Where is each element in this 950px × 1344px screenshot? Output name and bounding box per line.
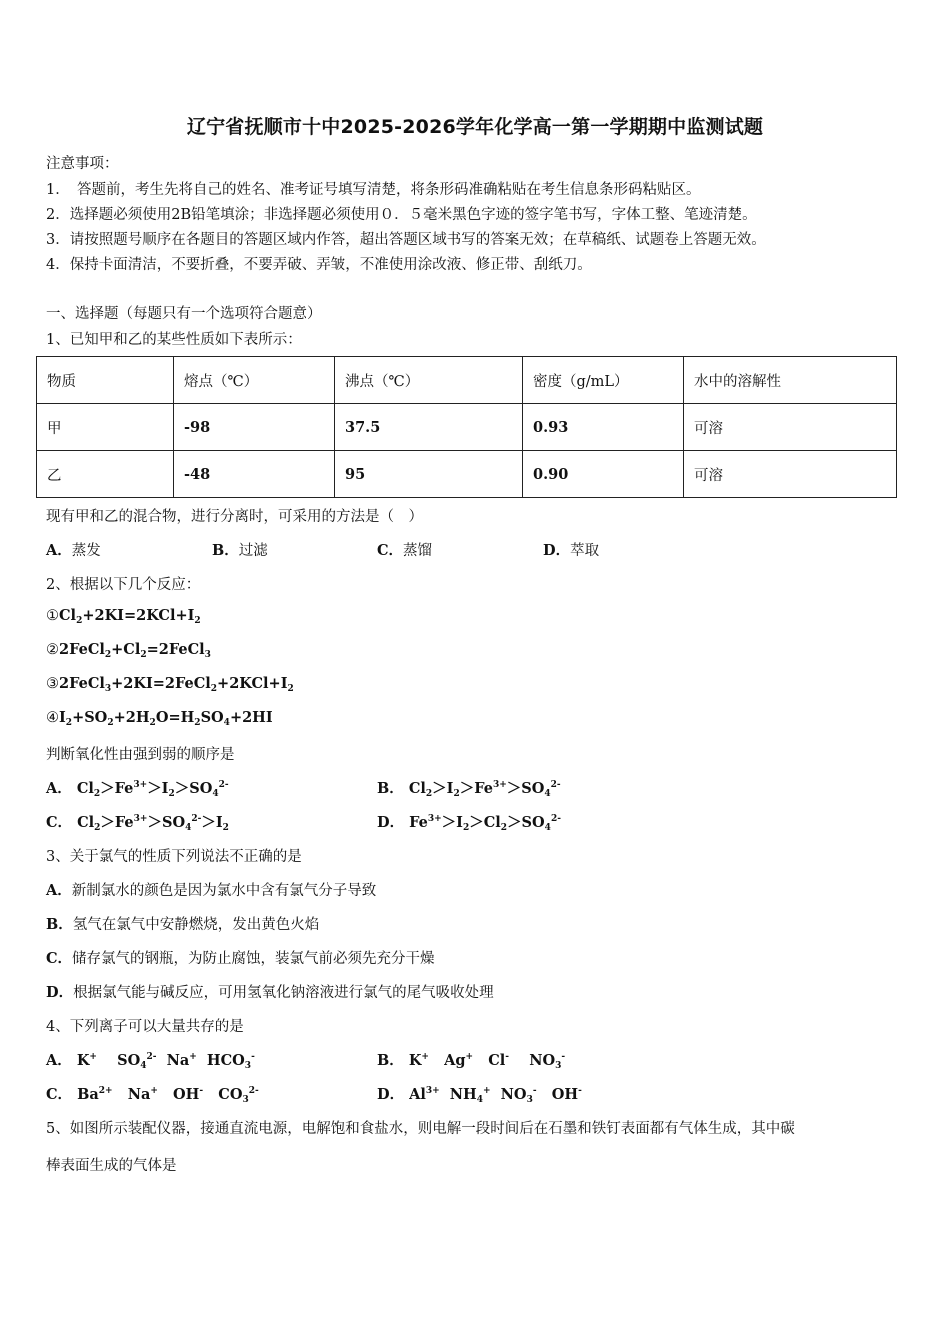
table-row [37, 451, 897, 498]
table-row [37, 404, 897, 451]
q2-option-a[interactable]: A． $Cl_2>Fe^{3+}>I_2>SO_4^{2-}$ [46, 780, 229, 799]
table-cell: 可溶 [684, 451, 897, 498]
table-header-cell: 沸点（℃） [335, 357, 523, 404]
question-3-stem: 3、关于氯气的性质下列说法不正确的是 [46, 849, 302, 865]
table-header-row [37, 357, 897, 404]
table-header-cell: 水中的溶解性 [684, 357, 897, 404]
table-header-cell: 物质 [37, 357, 174, 404]
notice-item-4: 4．保持卡面清洁，不要折叠，不要弄破、弄皱，不准使用涂改液、修正带、刮纸刀。 [46, 257, 592, 273]
question-1-text: 现有甲和乙的混合物，进行分离时，可采用的方法是（ ） [46, 509, 423, 525]
table-cell: 0.90 [523, 451, 684, 498]
notice-item-1: 1． 答题前，考生先将自己的姓名、准考证号填写清楚，将条形码准确粘贴在考生信息条形码粘贴区。 [46, 182, 701, 198]
section-heading: 一、选择题（每题只有一个选项符合题意） [46, 306, 322, 322]
q2-option-b[interactable]: B． $Cl_2>I_2>Fe^{3+}>SO_4^{2-}$ [377, 780, 561, 799]
properties-table [36, 356, 897, 498]
reaction-3: $③2FeCl_3+2KI=2FeCl_2+2KCl+I_2$ [46, 675, 294, 694]
table-cell: 可溶 [684, 404, 897, 451]
question-2-stem: 2、根据以下几个反应： [46, 577, 201, 593]
table-header-cell: 密度（g/mL） [523, 357, 684, 404]
table-cell: 乙 [37, 451, 174, 498]
q3-option-b[interactable]: B．氢气在氯气中安静燃烧，发出黄色火焰 [46, 916, 320, 933]
question-5-stem-line2: 棒表面生成的气体是 [46, 1158, 177, 1174]
q2-option-c[interactable]: C． $Cl_2>Fe^{3+}>SO_4^{2-}>I_2$ [46, 814, 229, 833]
table-header-cell: 熔点（℃） [174, 357, 335, 404]
q4-option-d[interactable]: D． $Al^{3+}$ $NH_4^+$ $NO_3^-$ OH- [377, 1086, 582, 1105]
notice-item-3: 3．请按照题号顺序在各题目的答题区域内作答，超出答题区域书写的答案无效；在草稿纸、试题卷上答题无效。 [46, 232, 766, 248]
q4-option-c[interactable]: C． $Ba^{2+}$ Na+ OH- $CO_3^{2-}$ [46, 1086, 259, 1105]
q3-option-a[interactable]: A．新制氯水的颜色是因为氯水中含有氯气分子导致 [46, 882, 377, 899]
table-cell: 甲 [37, 404, 174, 451]
q3-option-d[interactable]: D．根据氯气能与碱反应，可用氢氧化钠溶液进行氯气的尾气吸收处理 [46, 984, 494, 1001]
notice-heading: 注意事项： [46, 156, 119, 172]
reaction-1: $①Cl_2+2KI=2KCl+I_2$ [46, 607, 201, 626]
reaction-2: $②2FeCl_2+Cl_2=2FeCl_3$ [46, 641, 211, 660]
question-1-stem: 1、已知甲和乙的某些性质如下表所示： [46, 332, 302, 348]
exam-title: 辽宁省抚顺市十中2025-2026学年化学高一第一学期期中监测试题 [186, 116, 764, 138]
q3-option-c[interactable]: C．储存氯气的钢瓶，为防止腐蚀，装氯气前必须先充分干燥 [46, 950, 435, 967]
table-cell: -48 [174, 451, 335, 498]
table-cell: 0.93 [523, 404, 684, 451]
q4-option-a[interactable]: A． K+ $SO_4^{2-}$ Na+ $HCO_3^-$ [46, 1052, 255, 1071]
q1-option-a[interactable]: A．蒸发 [46, 542, 101, 559]
q1-option-b[interactable]: B．过滤 [212, 542, 268, 559]
q2-option-d[interactable]: D． $Fe^{3+}>I_2>Cl_2>SO_4^{2-}$ [377, 814, 561, 833]
reaction-4: $④I_2+SO_2+2H_2O=H_2SO_4+2HI$ [46, 709, 273, 728]
table-cell: -98 [174, 404, 335, 451]
q1-option-d[interactable]: D．萃取 [543, 542, 600, 559]
question-4-stem: 4、下列离子可以大量共存的是 [46, 1019, 244, 1035]
question-2-text: 判断氧化性由强到弱的顺序是 [46, 747, 235, 763]
table-cell: 37.5 [335, 404, 523, 451]
question-5-stem-line1: 5、如图所示装配仪器，接通直流电源，电解饱和食盐水，则电解一段时间后在石墨和铁钉表面都有气体生成，其中碳 [46, 1121, 795, 1137]
q1-option-c[interactable]: C．蒸馏 [377, 542, 433, 559]
notice-item-2: 2．选择题必须使用2B铅笔填涂；非选择题必须使用０．５毫米黑色字迹的签字笔书写，字体工整、笔迹清楚。 [46, 207, 757, 223]
table-cell: 95 [335, 451, 523, 498]
q4-option-b[interactable]: B． K+ Ag+ Cl- $NO_3^-$ [377, 1052, 566, 1071]
